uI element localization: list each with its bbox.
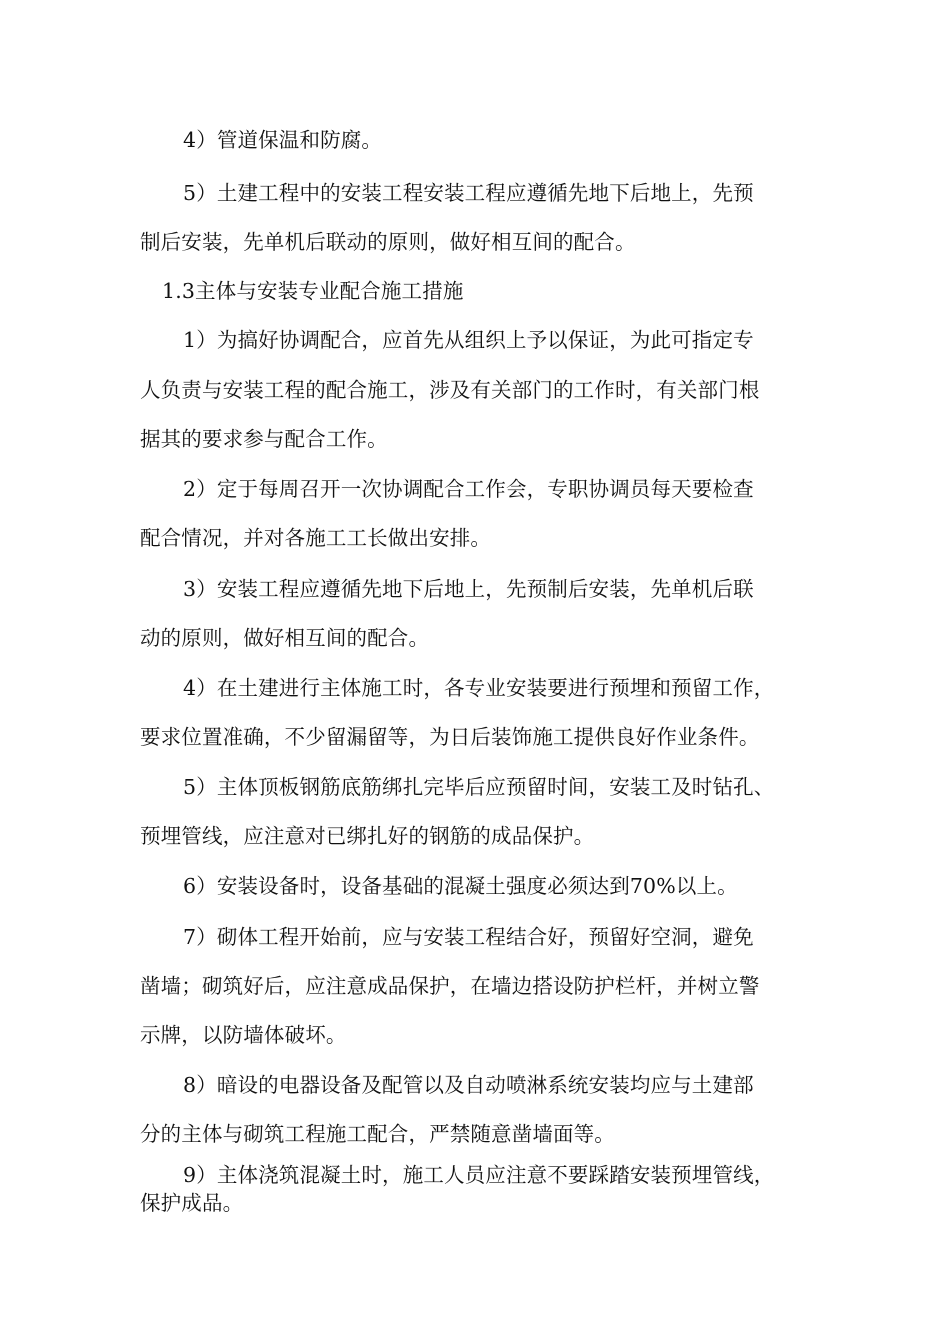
- section-heading: 1.3主体与安装专业配合施工措施: [162, 279, 464, 303]
- paragraph-line: 保护成品。: [140, 1191, 244, 1215]
- paragraph-line: 预埋管线，应注意对已绑扎好的钢筋的成品保护。: [140, 824, 595, 848]
- paragraph-line: 7）砌体工程开始前，应与安装工程结合好，预留好空洞，避免: [183, 925, 754, 949]
- paragraph-line: 动的原则，做好相互间的配合。: [140, 626, 430, 650]
- paragraph-line: 人负责与安装工程的配合施工，涉及有关部门的工作时，有关部门根: [140, 378, 760, 402]
- paragraph-line: 据其的要求参与配合工作。: [140, 427, 388, 451]
- paragraph-line: 6）安装设备时，设备基础的混凝土强度必须达到70%以上。: [183, 874, 738, 898]
- paragraph-line: 分的主体与砌筑工程施工配合，严禁随意凿墙面等。: [140, 1122, 615, 1146]
- paragraph-line: 制后安装，先单机后联动的原则，做好相互间的配合。: [140, 230, 636, 254]
- paragraph-line: 5）土建工程中的安装工程安装工程应遵循先地下后地上，先预: [183, 181, 754, 205]
- paragraph-line: 9）主体浇筑混凝土时，施工人员应注意不要踩踏安装预埋管线，: [183, 1163, 775, 1187]
- paragraph-line: 2）定于每周召开一次协调配合工作会，专职协调员每天要检查: [183, 477, 754, 501]
- paragraph-line: 示牌，以防墙体破坏。: [140, 1023, 347, 1047]
- paragraph-line: 4）管道保温和防腐。: [183, 128, 383, 152]
- paragraph-line: 要求位置准确，不少留漏留等，为日后装饰施工提供良好作业条件。: [140, 725, 760, 749]
- paragraph-line: 3）安装工程应遵循先地下后地上，先预制后安装，先单机后联: [183, 577, 754, 601]
- paragraph-line: 配合情况，并对各施工工长做出安排。: [140, 526, 492, 550]
- paragraph-line: 8）暗设的电器设备及配管以及自动喷淋系统安装均应与土建部: [183, 1073, 754, 1097]
- paragraph-line: 4）在土建进行主体施工时，各专业安装要进行预埋和预留工作，: [183, 676, 775, 700]
- paragraph-line: 1）为搞好协调配合，应首先从组织上予以保证，为此可指定专: [183, 328, 754, 352]
- paragraph-line: 5）主体顶板钢筋底筋绑扎完毕后应预留时间，安装工及时钻孔、: [183, 775, 775, 799]
- paragraph-line: 凿墙；砌筑好后，应注意成品保护，在墙边搭设防护栏杆，并树立警: [140, 974, 760, 998]
